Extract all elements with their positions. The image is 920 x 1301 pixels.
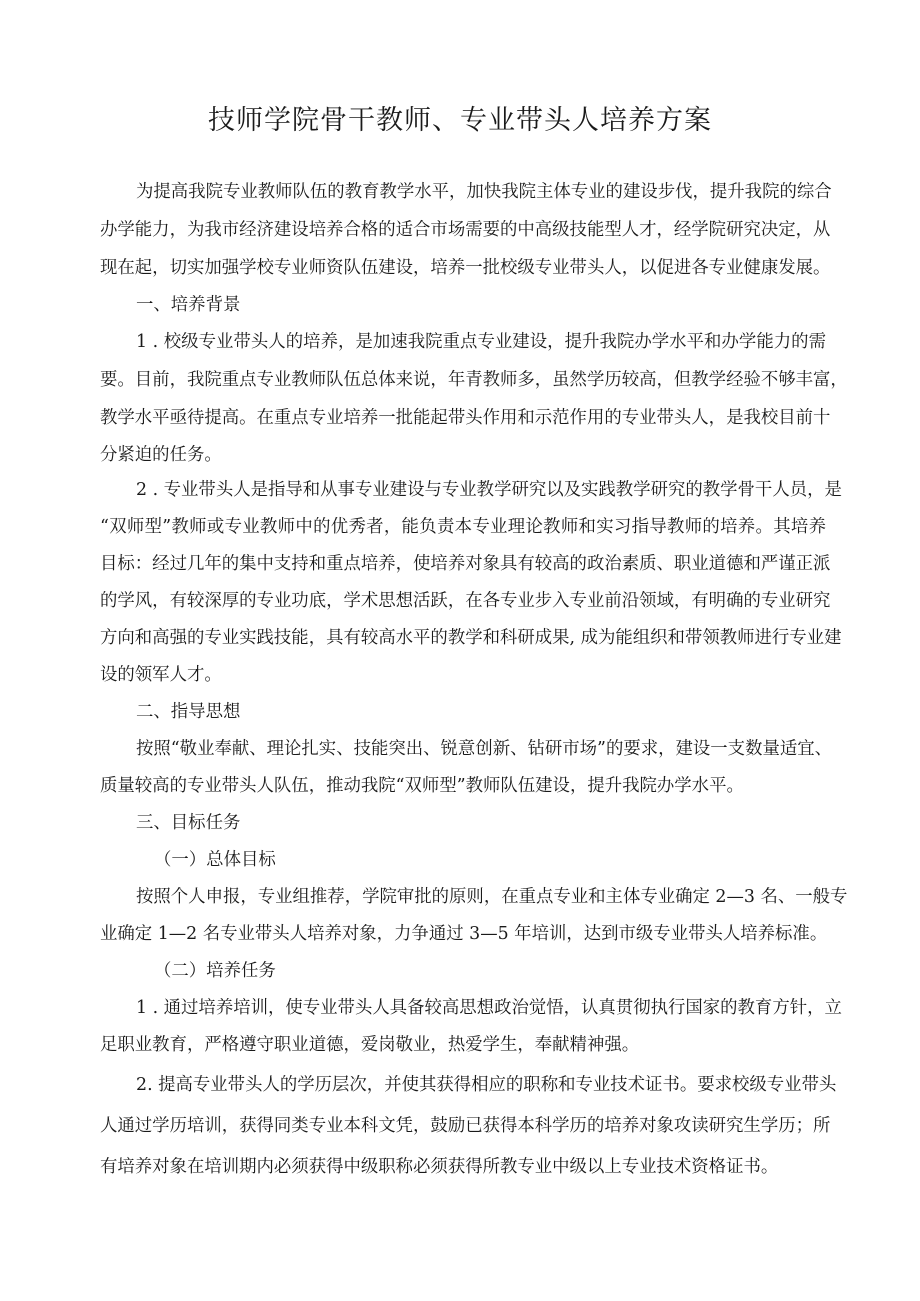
paragraph-line: 的学风，有较深厚的专业功底，学术思想活跃，在各专业步入专业前沿领域，有明确的专业研究 — [100, 591, 831, 611]
paragraph-line: 现在起，切实加强学校专业师资队伍建设，培养一批校级专业带头人，以促进各专业健康发展。 — [100, 258, 831, 278]
subsection-heading: （一）总体目标 — [154, 850, 276, 870]
paragraph-line: 1 . 校级专业带头人的培养，是加速我院重点专业建设，提升我院办学水平和办学能力的需 — [136, 332, 826, 352]
paragraph-line: 1 . 通过培养培训，使专业带头人具备较高思想政治觉悟，认真贯彻执行国家的教育方针，立 — [136, 998, 842, 1018]
paragraph-line: 质量较高的专业带头人队伍，推动我院“双师型”教师队伍建设，提升我院办学水平。 — [100, 776, 744, 796]
section-heading: 二、指导思想 — [136, 702, 241, 722]
paragraph-line: 教学水平亟待提高。在重点专业培养一批能起带头作用和示范作用的专业带头人，是我校目前十 — [100, 408, 831, 428]
paragraph-line: 足职业教育，严格遵守职业道德，爱岗敬业，热爱学生，奉献精神强。 — [100, 1035, 640, 1055]
section-heading: 一、培养背景 — [136, 295, 241, 315]
paragraph-line: 办学能力，为我市经济建设培养合格的适合市场需要的中高级技能型人才，经学院研究决定，从 — [100, 220, 831, 240]
paragraph-line: 有培养对象在培训期内必须获得中级职称必须获得所教专业中级以上专业技术资格证书。 — [100, 1157, 779, 1177]
paragraph-line: 业确定 1—2 名专业带头人培养对象，力争通过 3—5 年培训，达到市级专业带头人培养标准。 — [100, 924, 828, 944]
paragraph-line: 分紧迫的任务。 — [100, 445, 222, 465]
subsection-heading: （二）培养任务 — [154, 961, 276, 981]
paragraph-line: 人通过学历培训，获得同类专业本科文凭，鼓励已获得本科学历的培养对象攻读研究生学历；所 — [100, 1116, 831, 1136]
paragraph-line: 2. 提高专业带头人的学历层次，并使其获得相应的职称和专业技术证书。要求校级专业带头 — [136, 1075, 837, 1095]
paragraph-line: 按照“敬业奉献、理论扎实、技能突出、锐意创新、钻研市场”的要求，建设一支数量适宜、 — [136, 739, 833, 759]
section-heading: 三、目标任务 — [136, 813, 241, 833]
paragraph-line: 目标：经过几年的集中支持和重点培养，使培养对象具有较高的政治素质、职业道德和严谨正派 — [100, 554, 831, 574]
paragraph-line: 按照个人申报，专业组推荐，学院审批的原则，在重点专业和主体专业确定 2—3 名、一般专 — [136, 887, 848, 907]
paragraph-line: 为提高我院专业教师队伍的教育教学水平，加快我院主体专业的建设步伐，提升我院的综合 — [136, 182, 832, 202]
paragraph-line: 要。目前，我院重点专业教师队伍总体来说，年青教师多，虽然学历较高，但教学经验不够丰富， — [100, 370, 848, 390]
paragraph-line: 2 . 专业带头人是指导和从事专业建设与专业教学研究以及实践教学研究的教学骨干人员，是 — [136, 480, 842, 500]
paragraph-line: “双师型”教师或专业教师中的优秀者，能负责本专业理论教师和实习指导教师的培养。其培养 — [100, 517, 826, 537]
document-title: 技师学院骨干教师、专业带头人培养方案 — [208, 105, 712, 136]
paragraph-line: 设的领军人才。 — [100, 665, 222, 685]
paragraph-line: 方向和高强的专业实践技能，具有较高水平的教学和科研成果, 成为能组织和带领教师进行专业建 — [100, 628, 842, 648]
